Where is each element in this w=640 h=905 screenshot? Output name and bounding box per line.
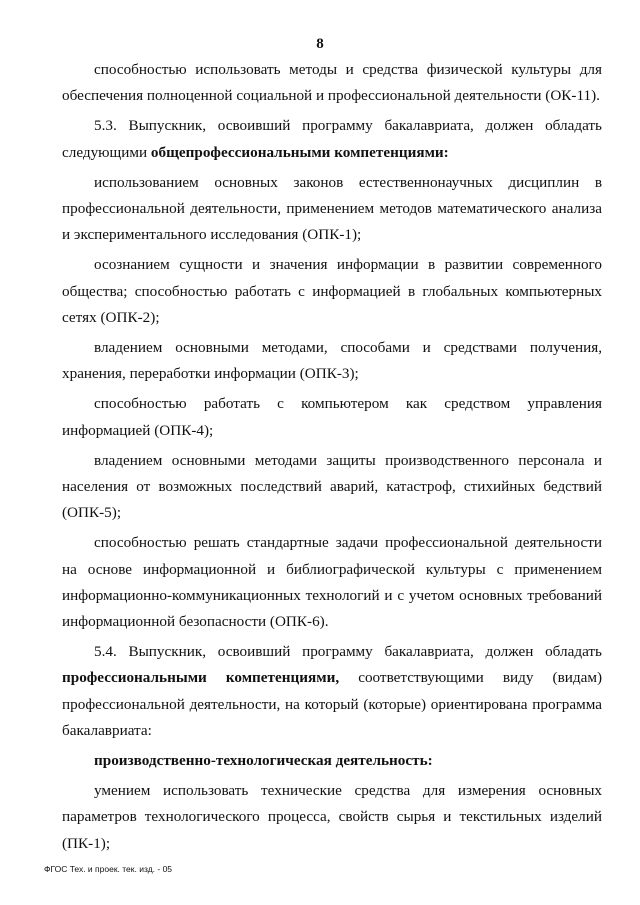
section-5-4-text: 5.4. Выпускник, освоивший программу бакалавриата, должен обладать: [94, 643, 602, 661]
paragraph-opk-2: осознанием сущности и значения информации в развитии современного общества; способностью работать с информацией в глобальных компьютерных сетях (ОПК-2);: [62, 256, 602, 326]
paragraph-opk-1: использованием основных законов естественнонаучных дисциплин в профессиональной деятельности, применением методов математического анализа и экспериментального исследования (ОПК-1);: [62, 173, 602, 244]
section-5-3-bold-term: общепрофессиональными компетенциями:: [150, 143, 449, 161]
paragraph-opk-6: способностью решать стандартные задачи профессиональной деятельности на основе информационной и библиографической культуры с применением информационно-коммуникационных технологий и с учетом основных требований информационной безопасности (ОПК-6).: [62, 534, 602, 631]
paragraph-section-5-4: [62, 639, 602, 744]
page-body: [62, 57, 602, 857]
paragraph-pk-1: умением использовать технические средства для измерения основных параметров технологического процесса, свойств сырья и текстильных изделий (ПК-1);: [62, 782, 602, 852]
section-5-3-text: 5.3. Выпускник, освоивший программу бакалавриата, должен обладать следующими: [62, 117, 602, 161]
paragraph-ok-11: способностью использовать методы и средства физической культуры для обеспечения полноценной социальной и профессиональной деятельности (ОК-11).: [62, 61, 602, 105]
footer-note: ФГОС Тех. и проек. тек. изд. - 05: [44, 864, 173, 874]
page-number: 8: [316, 36, 324, 52]
paragraph-opk-4: способностью работать с компьютером как средством управления информацией (ОПК-4);: [62, 395, 602, 439]
paragraph-section-5-3: [62, 113, 602, 165]
paragraph-opk-5: владением основными методами защиты производственного персонала и населения от возможных последствий аварий, катастроф, стихийных бедствий (ОПК-5);: [62, 451, 602, 522]
paragraph-opk-3: владением основными методами, способами и средствами получения, хранения, переработки информации (ОПК-3);: [62, 339, 602, 383]
subheading-production-activity: производственно-технологическая деятельность:: [94, 752, 433, 770]
section-5-4-bold-term: профессиональными компетенциями,: [62, 669, 340, 687]
section-5-4-text-end: соответствующими виду (видам) профессиональной деятельности, на который (которые) ориентирована программа бакалавриата:: [62, 669, 603, 739]
